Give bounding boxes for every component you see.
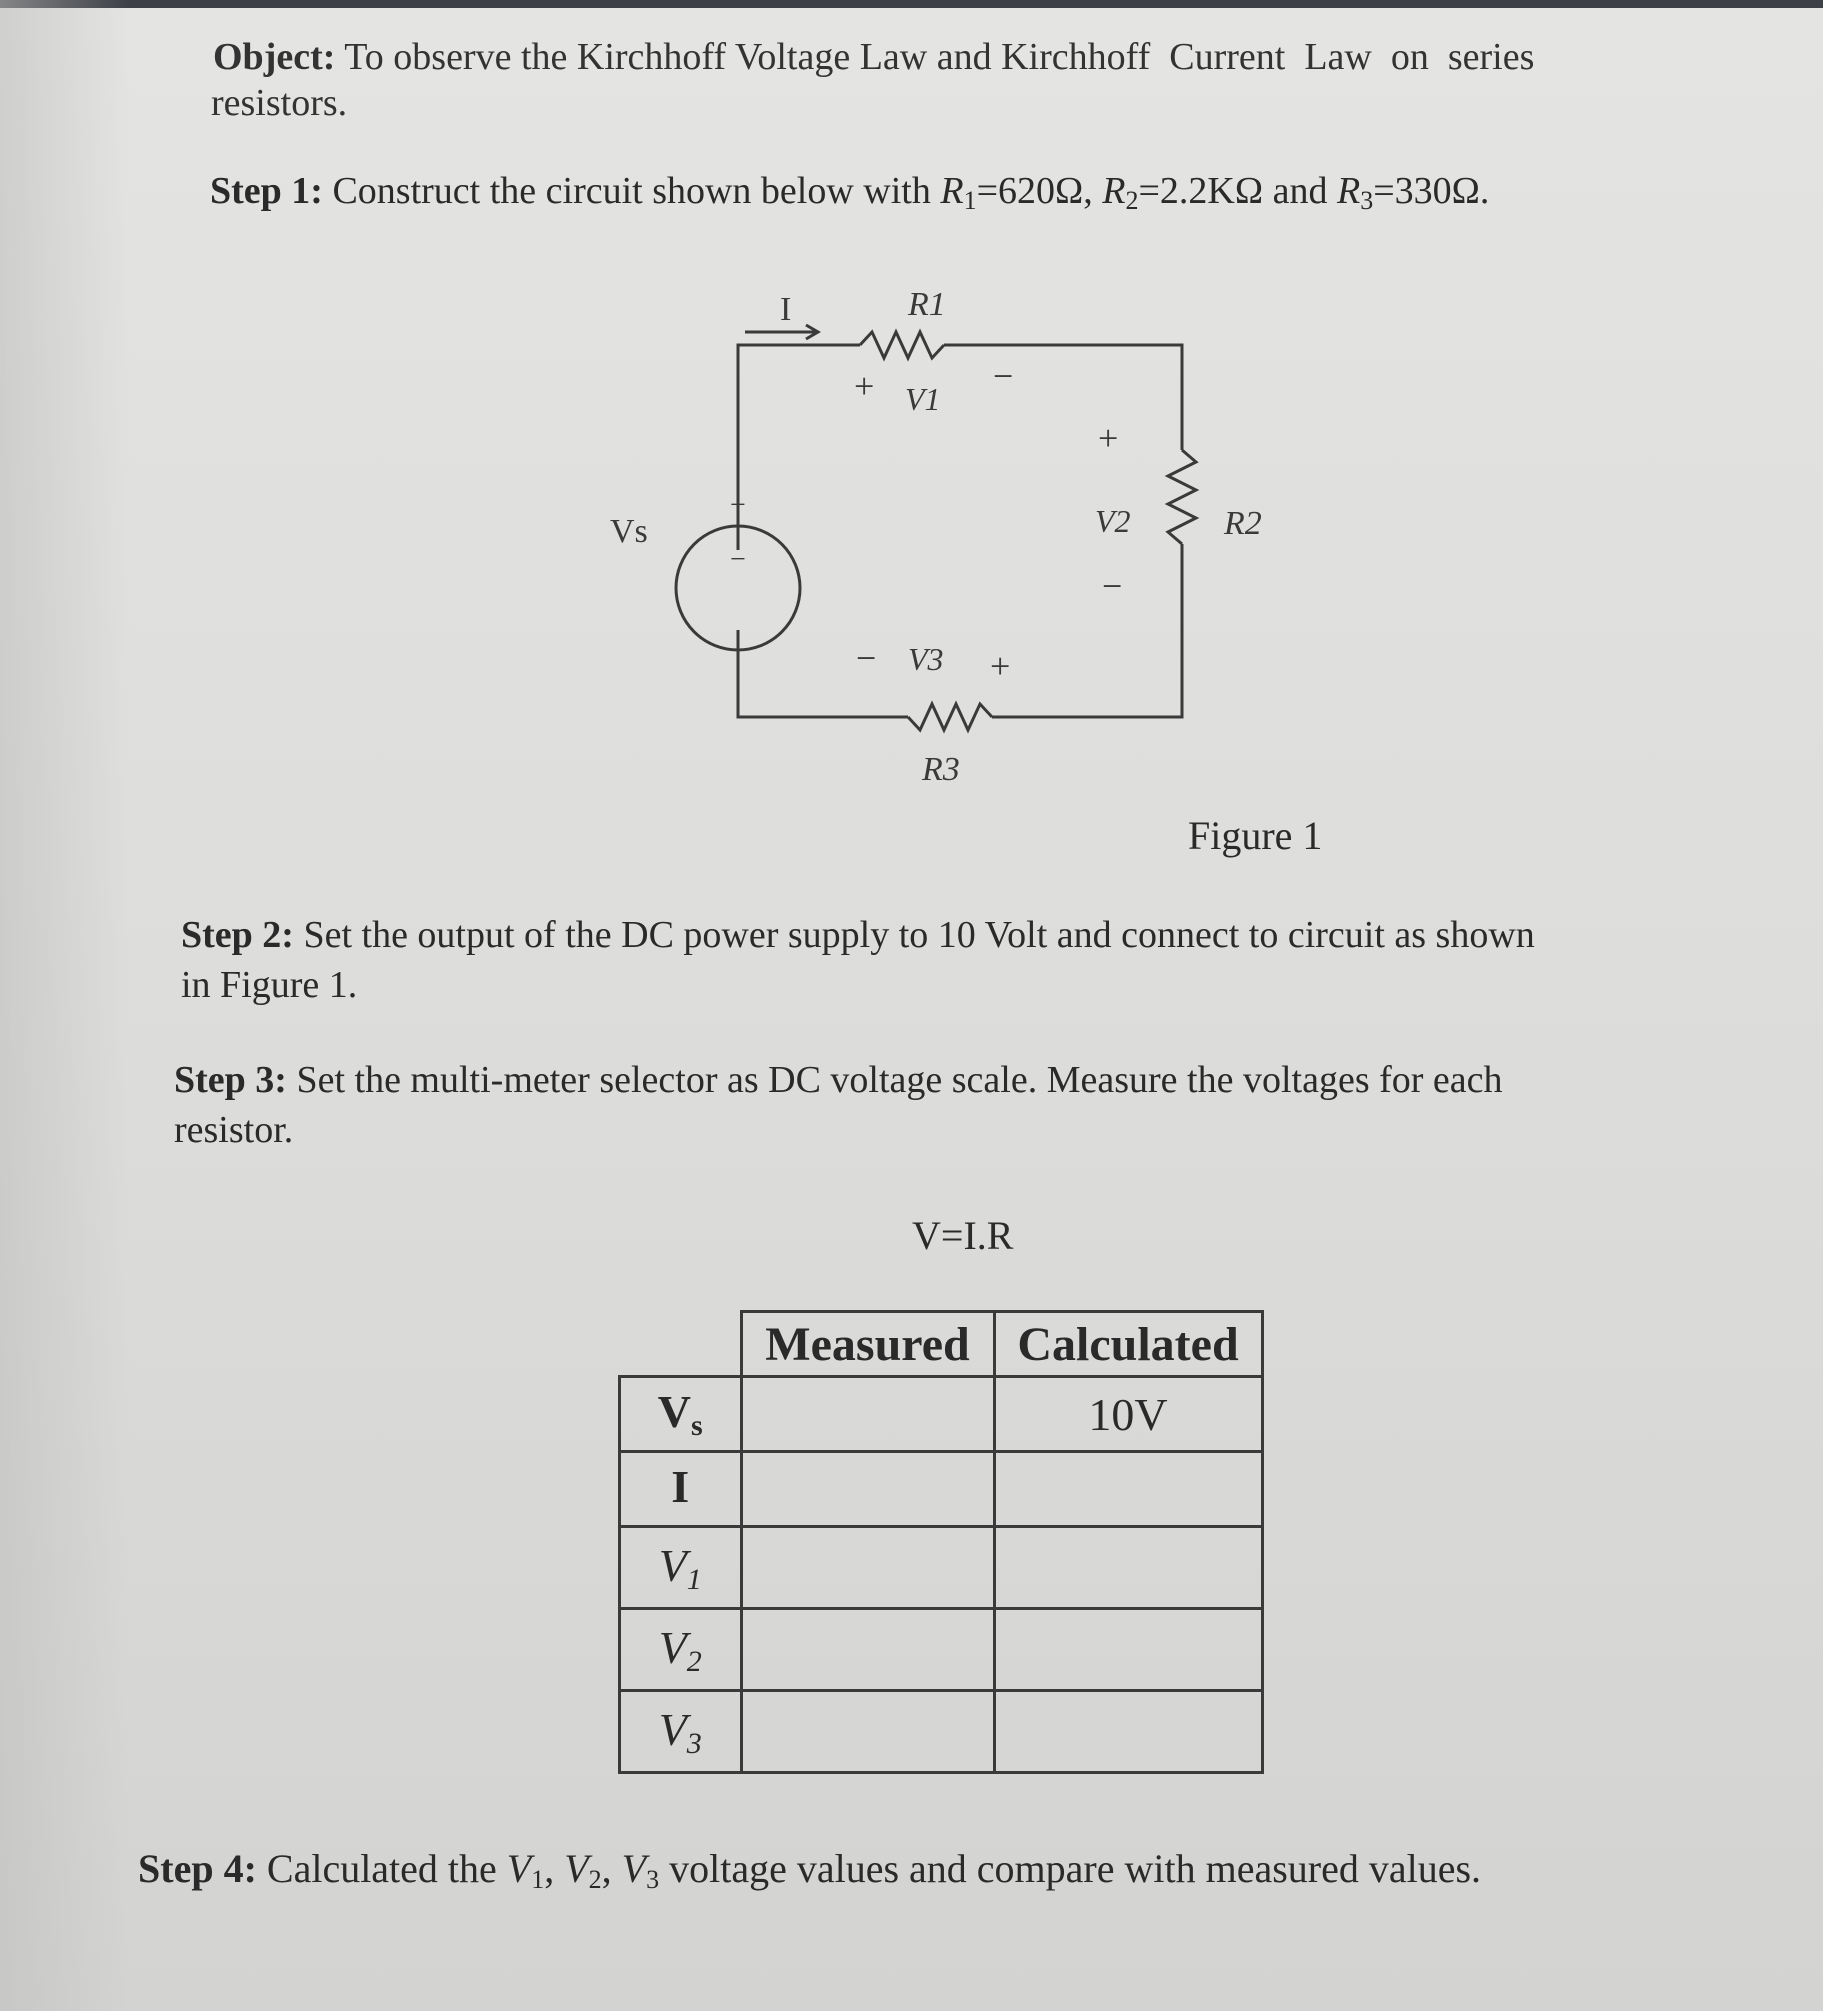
figure-caption: Figure 1 <box>1188 813 1323 858</box>
r1-symbol: R <box>940 170 964 212</box>
step4-v1-sub: 1 <box>531 1865 545 1894</box>
cell-measured-v3[interactable] <box>741 1691 994 1773</box>
header-calculated: Calculated <box>994 1312 1262 1377</box>
table-row <box>620 1377 1263 1452</box>
cell-calculated-v1[interactable] <box>994 1527 1262 1609</box>
r3-label: R3 <box>922 751 960 788</box>
cell-measured-vs[interactable] <box>741 1377 994 1452</box>
step3-line-1 <box>174 1055 1503 1105</box>
cell-measured-v1[interactable] <box>741 1527 994 1609</box>
row-label-v3: $V_3$ <box>620 1691 742 1773</box>
cell-calculated-v2[interactable] <box>994 1609 1262 1691</box>
step4-sep-1: , <box>544 1846 555 1891</box>
results-table <box>618 1310 1264 1774</box>
table-row <box>620 1609 1263 1691</box>
step4-sep-2: , <box>601 1846 612 1891</box>
table-header-row <box>620 1312 1263 1377</box>
step2-block <box>181 910 1535 1010</box>
step1-label: Step 1: <box>210 170 323 212</box>
step4-v2-sub: 2 <box>588 1865 602 1894</box>
top-edge-bar <box>0 0 1823 8</box>
step2-line-2: in Figure 1. <box>181 964 358 1006</box>
step4-v3-sub: 3 <box>646 1865 660 1894</box>
step3-text: Set the multi-meter selector as DC voltage scale. Measure the voltages for each <box>296 1059 1503 1101</box>
ohms-law-formula: V=I.R <box>912 1213 1014 1258</box>
wire-right-bottom <box>992 544 1182 717</box>
step2-label: Step 2: <box>181 914 294 956</box>
cell-calculated-v3[interactable] <box>994 1691 1262 1773</box>
step2-line-1 <box>181 910 1535 960</box>
table-corner <box>620 1312 742 1377</box>
cell-measured-i[interactable] <box>741 1452 994 1527</box>
step3-label: Step 3: <box>174 1059 287 1101</box>
table-row <box>620 1527 1263 1609</box>
row-label-v2: $V_2$ <box>620 1609 742 1691</box>
r1-label: R1 <box>908 286 946 323</box>
object-label: Object: <box>213 36 336 78</box>
step1-text: Construct the circuit shown below with <box>332 170 931 212</box>
step4-v1-symbol: V <box>506 1846 532 1891</box>
r2-symbol: R <box>1102 170 1126 212</box>
r2-subscript: 2 <box>1125 186 1139 215</box>
step4-label: Step 4: <box>138 1846 257 1891</box>
r1-subscript: 1 <box>963 186 977 215</box>
step2-text: Set the output of the DC power supply to 10 Volt and connect to circuit as shown <box>303 914 1535 956</box>
r1-resistor <box>860 332 944 358</box>
step4-text-b: voltage values and compare with measured values. <box>669 1846 1482 1891</box>
r3-value: =330Ω. <box>1373 170 1490 212</box>
step3-block <box>174 1055 1503 1155</box>
v3-label: V3 <box>908 641 944 677</box>
object-line-1 <box>213 34 1534 80</box>
r2-value: =2.2KΩ and <box>1138 170 1328 212</box>
cell-calculated-i[interactable] <box>994 1452 1262 1527</box>
object-text: To observe the Kirchhoff Voltage Law and Kirchhoff Current Law on series <box>344 36 1535 78</box>
source-plus: + <box>730 490 746 521</box>
r3-symbol: R <box>1336 170 1361 212</box>
r1-value: =620Ω, <box>976 170 1093 212</box>
v2-label: V2 <box>1095 503 1131 539</box>
step4-text-a: Calculated the <box>266 1846 497 1891</box>
circuit-diagram <box>560 270 1320 810</box>
step1-line <box>210 168 1489 224</box>
cell-calculated-vs[interactable]: 10V <box>994 1377 1262 1452</box>
r2-label: R2 <box>1224 505 1262 542</box>
cell-measured-v2[interactable] <box>741 1609 994 1691</box>
step4-v2-symbol: V <box>564 1846 589 1891</box>
source-minus: − <box>730 544 746 575</box>
vs-label: Vs <box>610 513 648 550</box>
v2-minus: − <box>1102 566 1123 606</box>
wire-top-right <box>944 345 1182 450</box>
row-label-i: I <box>620 1452 742 1527</box>
r2-resistor <box>1168 450 1196 544</box>
r3-subscript: 3 <box>1360 186 1374 215</box>
v3-minus: − <box>856 638 877 678</box>
v2-plus: + <box>1098 418 1119 458</box>
table-row <box>620 1452 1263 1527</box>
header-measured: Measured <box>741 1312 994 1377</box>
v3-plus: + <box>990 646 1011 686</box>
step4-line <box>138 1846 1481 1903</box>
row-label-vs: $V_s$ <box>620 1377 742 1452</box>
v1-plus: + <box>854 366 875 406</box>
table-row <box>620 1691 1263 1773</box>
current-label: I <box>780 291 792 328</box>
r3-resistor <box>908 704 992 730</box>
wire-top-left <box>738 345 860 550</box>
v1-label: V1 <box>905 381 941 417</box>
row-label-v1: $V_1$ <box>620 1527 742 1609</box>
step4-v3-symbol: V <box>621 1846 647 1891</box>
v1-minus: − <box>993 356 1014 396</box>
object-line-2: resistors. <box>211 82 348 124</box>
page-shadow <box>0 0 130 2011</box>
step3-line-2: resistor. <box>174 1109 294 1151</box>
